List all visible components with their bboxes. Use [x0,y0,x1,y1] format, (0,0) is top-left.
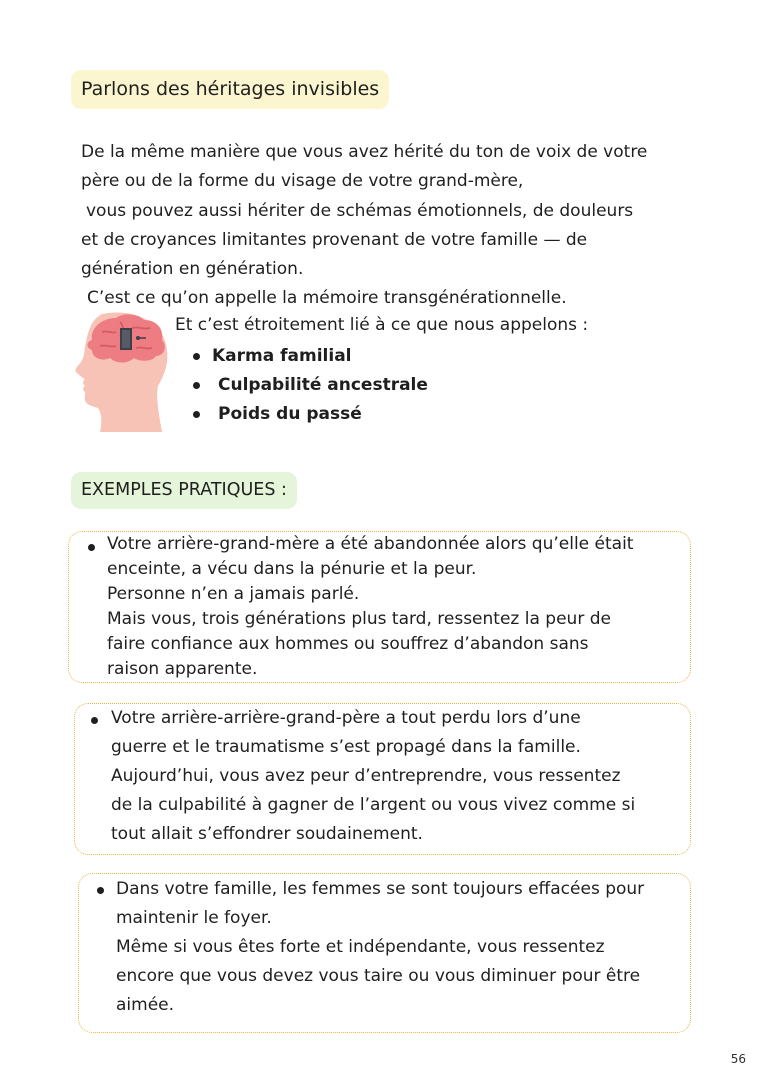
lead-text: Et c’est étroitement lié à ce que nous appelons : [175,315,589,335]
example-box [74,703,691,855]
example-text [116,875,644,1020]
intro-line: génération en génération. [81,259,304,280]
example-line: encore que vous devez vous taire ou vous diminuer pour être [116,966,641,986]
example-line: guerre et le traumatisme s’est propagé dans la famille. [111,737,581,757]
key-concepts-list [193,342,428,429]
section-title-heritages: Parlons des héritages invisibles [71,70,389,109]
example-line: Votre arrière-grand-mère a été abandonnée alors qu’elle était [107,534,634,554]
example-line: maintenir le foyer. [116,908,272,928]
bullet-icon [193,353,200,360]
example-line: raison apparente. [107,659,258,679]
bullet-icon [193,382,200,389]
list-item [193,342,428,371]
example-text [111,704,635,849]
example-line: tout allait s’effondrer soudainement. [111,824,423,844]
example-box [78,873,691,1033]
intro-line: C’est ce qu’on appelle la mémoire transgénérationnelle. [87,288,567,309]
intro-paragraph [81,138,721,314]
example-line: Mais vous, trois générations plus tard, ressentez la peur de [107,609,611,629]
example-line: Aujourd’hui, vous avez peur d’entreprendre, vous ressentez [111,766,621,786]
list-item-label: Karma familial [212,346,352,366]
example-line: enceinte, a vécu dans la pénurie et la peur. [107,559,477,579]
example-line: faire confiance aux hommes ou souffrez d’abandon sans [107,634,589,654]
list-item-label: Culpabilité ancestrale [218,375,428,395]
example-line: Même si vous êtes forte et indépendante, vous ressentez [116,937,605,957]
list-item-label: Poids du passé [218,404,362,424]
bullet-icon [193,411,200,418]
page-number: 56 [730,1052,746,1066]
example-line: Votre arrière-arrière-grand-père a tout perdu lors d’une [111,708,581,728]
list-item [193,371,428,400]
head-brain-door-icon [72,310,172,432]
section-title-exemples: EXEMPLES PRATIQUES : [71,472,297,509]
bullet-icon [97,887,104,894]
example-line: Dans votre famille, les femmes se sont toujours effacées pour [116,879,645,899]
example-line: Personne n’en a jamais parlé. [107,584,360,604]
example-text [107,532,633,682]
intro-line: vous pouvez aussi hériter de schémas émotionnels, de douleurs [86,200,634,221]
bullet-icon [88,544,95,551]
intro-line: et de croyances limitantes provenant de votre famille — de [81,229,588,250]
list-item [193,400,428,429]
bullet-icon [91,717,98,724]
intro-line: De la même manière que vous avez hérité du ton de voix de votre [81,142,648,162]
example-line: aimée. [116,995,175,1015]
intro-line: père ou de la forme du visage de votre grand-mère, [81,171,524,192]
example-line: de la culpabilité à gagner de l’argent ou vous vivez comme si [111,795,636,815]
example-box [68,531,691,683]
